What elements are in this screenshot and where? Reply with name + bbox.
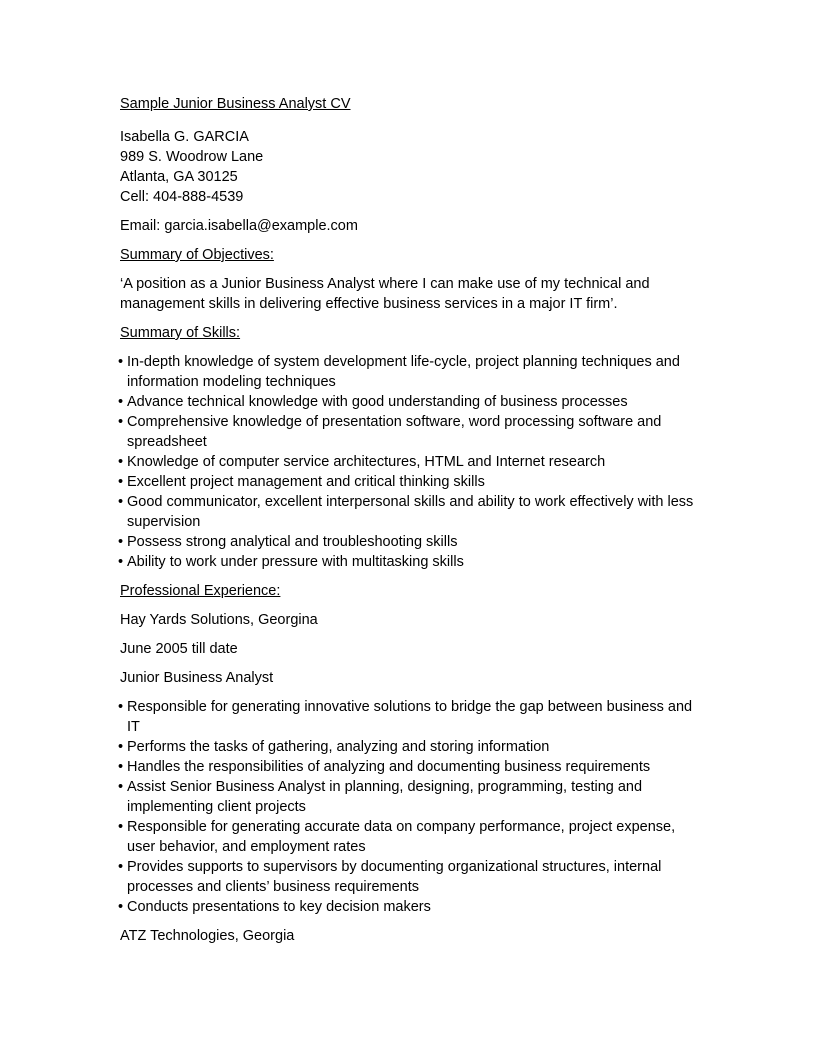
contact-street: 989 S. Woodrow Lane (120, 149, 264, 165)
skills-list (120, 352, 700, 572)
document-title: Sample Junior Business Analyst CV (120, 96, 351, 112)
skills-item: • Good communicator, excellent interpersonal skills and ability to work effectively with less supervision (120, 492, 700, 532)
experience-company-1: Hay Yards Solutions, Georgina (120, 612, 318, 628)
contact-email: Email: garcia.isabella@example.com (120, 218, 358, 234)
experience-item: • Responsible for generating accurate data on company performance, project expense, user behavior, and employment rates (120, 817, 700, 857)
experience-list (120, 697, 700, 917)
experience-item: • Performs the tasks of gathering, analyzing and storing information (120, 737, 700, 757)
contact-block (120, 127, 700, 207)
skills-item: • Ability to work under pressure with multitasking skills (120, 552, 700, 572)
objectives-text: ‘A position as a Junior Business Analyst where I can make use of my technical and management skills in delivering effective business services in a major IT firm’. (120, 276, 650, 312)
experience-period-1: June 2005 till date (120, 641, 238, 657)
objectives-heading: Summary of Objectives: (120, 247, 274, 263)
contact-cell: Cell: 404-888-4539 (120, 189, 244, 205)
experience-item: • Responsible for generating innovative solutions to bridge the gap between business and IT (120, 697, 700, 737)
contact-name: Isabella G. GARCIA (120, 129, 249, 145)
skills-item: • Comprehensive knowledge of presentation software, word processing software and spreadsheet (120, 412, 700, 452)
skills-item: • Advance technical knowledge with good understanding of business processes (120, 392, 700, 412)
cv-content (120, 94, 700, 946)
skills-item: • Knowledge of computer service architectures, HTML and Internet research (120, 452, 700, 472)
experience-item: • Handles the responsibilities of analyzing and documenting business requirements (120, 757, 700, 777)
skills-item: • Possess strong analytical and troubleshooting skills (120, 532, 700, 552)
skills-item: • Excellent project management and critical thinking skills (120, 472, 700, 492)
experience-heading: Professional Experience: (120, 583, 281, 599)
skills-item: • In-depth knowledge of system development life-cycle, project planning techniques and information modeling techniques (120, 352, 700, 392)
skills-heading: Summary of Skills: (120, 325, 241, 341)
experience-item: • Assist Senior Business Analyst in planning, designing, programming, testing and implementing client projects (120, 777, 700, 817)
contact-city: Atlanta, GA 30125 (120, 169, 238, 185)
experience-item: • Conducts presentations to key decision makers (120, 897, 700, 917)
experience-item: • Provides supports to supervisors by documenting organizational structures, internal processes and clients’ business requirements (120, 857, 700, 897)
experience-role-1: Junior Business Analyst (120, 670, 274, 686)
experience-company-2: ATZ Technologies, Georgia (120, 928, 295, 944)
